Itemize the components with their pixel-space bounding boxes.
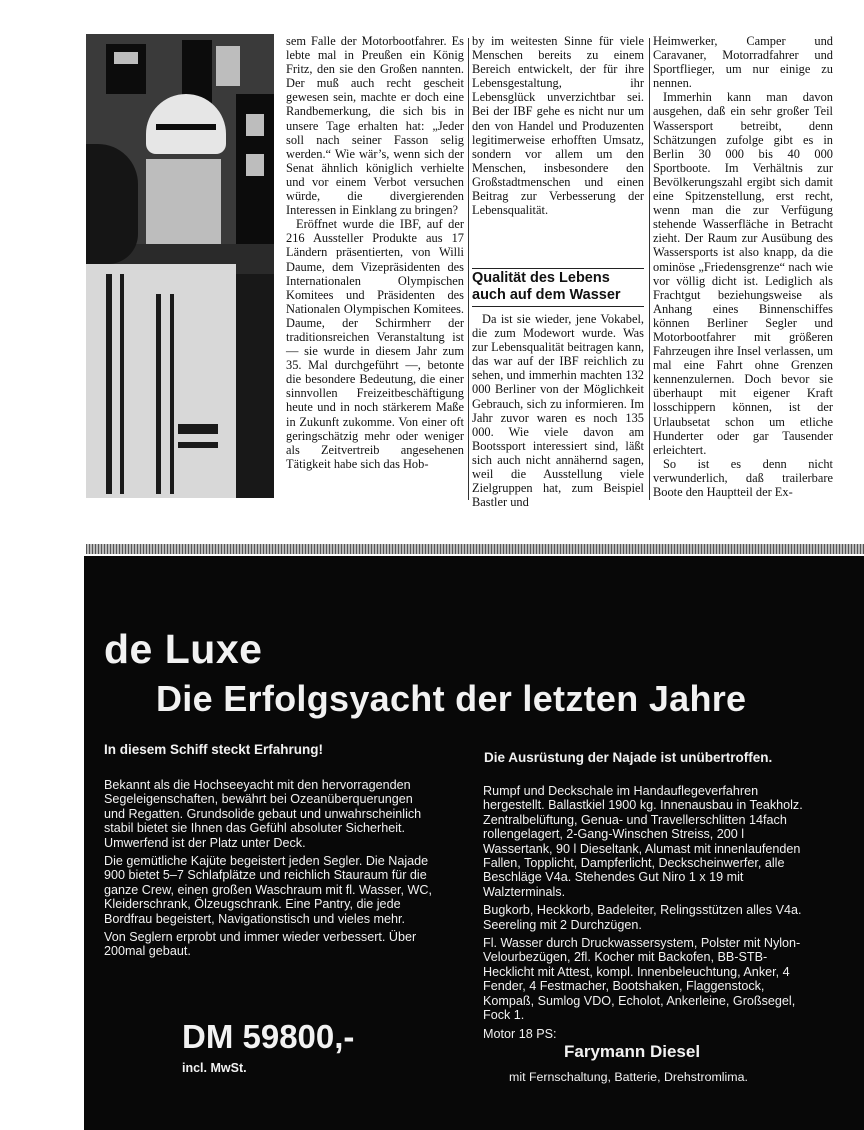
yacht-advertisement <box>84 556 864 1130</box>
article-paragraph: by im weitesten Sinne für viele Menschen bereits zu einem Bereich entwickelt, der für ihre Lebensgestaltung, ihr Lebensglück unverzichtbar sei. Bei der IBF gehe es nicht nur um den von Handel und Produzenten legitimerweise erhofften Umsatz, sondern vor allem um den Menschen, insbesondere den Großstadtmenschen und einen Beitrag zur Verbesserung der Lebensqualität. <box>472 34 644 218</box>
ad-paragraph: Fl. Wasser durch Druckwassersystem, Polster mit Nylon-Velourbezügen, 2fl. Kocher mit Backofen, BB-STB-Hecklicht mit Attest, kompl. Innenbeleuchtung, Anker, 4 Fender, 4 Festmacher, Bootshaken, Flaggenstock, Kompaß, Sumlog VDO, Echolot, Ankerleine, Großsegel, Fock 1. <box>483 936 801 1023</box>
ad-title: de Luxe <box>104 626 263 672</box>
ad-paragraph: Bugkorb, Heckkorb, Badeleiter, Relingsstützen alles V4a. Seereling mit 2 Durchzügen. <box>483 903 802 932</box>
article-paragraph: So ist es denn nicht verwunderlich, daß trailerbare Boote den Hauptteil der Ex- <box>653 456 833 499</box>
photo-jacket <box>86 264 236 498</box>
ad-engine: Farymann Diesel <box>564 1042 701 1061</box>
article-photo <box>86 34 274 498</box>
article-paragraph: Immerhin kann man davon ausgehen, daß ein sehr großer Teil Wassersport betreibt, denn Schätzungen zufolge gibt es in Berlin 30 000 bis 40 000 Sportboote. Im Verhältnis zur Bevölkerungszahl ergibt sich damit eine Spitzenstellung, erst recht, wenn man die zur Verfügung stehende Wasserfläche in Betracht zieht. Der Raum zur Ausübung des Wassersports ist also knapp, da die ominöse „Friedensgrenze“ nach wie vor völlig dicht ist. Lediglich als Frachtgut beziehungsweise als Anhang eines Binnenschiffes können Berliner Segler und Motorbootfahrer mit größeren Fahrzeugen ihre Insel verlassen, um mal eine Fahrt ohne Grenzen kennenzulernen. Doch bevor sie überhaupt mit eigener Kraft losschippern können, ist der Urlaubsetat schon um etliche Hunderter oder gar Tausender erleichtert. <box>653 90 833 457</box>
ad-paragraph: Bekannt als die Hochseeyacht mit den hervorragenden Segeleigenschaften, bewährt bei Ozeanüberquerungen und Regatten. Grundsolide gebaut und unwahrscheinlich stabil bietet sie Ihnen das Gefühl absoluter Sicherheit. Umwerfend ist der Platz unter Deck. <box>104 778 422 850</box>
article-paragraph: Eröffnet wurde die IBF, auf der 216 Aussteller Produkte aus 17 Ländern präsentierten, von Willi Daume, dem Vizepräsidenten des Internationalen Olympischen Komitees und Präsidenten des Nationalen Olympischen Komitees. Daume, der Schirmherr der traditionsreichen Veranstaltung ist — sie wurde in diesem Jahr zum 35. Mal durchgeführt —, betonte die besondere Bedeutung, die einer sinnvollen Freizeitbeschäftigung heute und in noch stärkerem Maße in Zukunft zukomme. Von einer oft geringschätzig mehr oder weniger als Zeitvertreib angesehenen Tätigkeit habe sich das Hob- <box>286 217 464 471</box>
article-column-3 <box>653 34 833 499</box>
ad-right-heading: Die Ausrüstung der Najade ist unübertroffen. <box>484 750 773 765</box>
article-column-1 <box>286 34 464 471</box>
article-column-2 <box>472 34 644 217</box>
article-paragraph: Heimwerker, Camper und Caravaner, Motorradfahrer und Sportflieger, um nur einige zu nennen. <box>653 34 833 91</box>
page-margin <box>0 556 84 1130</box>
column-rule <box>468 38 469 500</box>
article-paragraph: sem Falle der Motorbootfahrer. Es lebte mal in Preußen ein König Fritz, den sie den Großen nannten. Der muß auch recht gescheit gewesen sein, machte er doch eine Randbemerkung, die sich bis in unsere Tage erhalten hat: „Jeder soll nach seiner Fasson selig werden.“ Wie wär’s, wenn sich der Senat ähnlich königlich verhielte und vor einem Verbot versuchen würde, die divergierenden Interessen in Einklang zu bringen? <box>286 34 464 218</box>
column-rule <box>649 38 650 500</box>
ad-subtitle: Die Erfolgsyacht der letzten Jahre <box>156 678 747 719</box>
ad-price: DM 59800,- <box>182 1018 355 1055</box>
article-column-2-lower <box>472 312 644 509</box>
ad-left-text <box>104 778 436 963</box>
article-paragraph: Da ist sie wieder, jene Vokabel, die zum Modewort wurde. Was zur Lebensqualität beitragen kann, das war auf der IBF reichlich zu sehen, und immerhin machten 132 000 Berliner von der Möglichkeit Gebrauch, sich zu informieren. Im Jahr zuvor waren es noch 135 000. Wie viele davon am Bootssport interessiert sind, läßt sich auch nicht annähernd sagen, weil die Ausstellung viele Zielgruppen hat, zum Beispiel Bastler und <box>472 312 644 510</box>
page-separator <box>86 544 864 554</box>
photo-figure <box>86 144 138 264</box>
ad-paragraph: Rumpf und Deckschale im Handauflegeverfahren hergestellt. Ballastkiel 1900 kg. Innenausbau in Teakholz. Zentralbelüftung, Genua- und Travellerschlitten 14fach rollengelagert, 2-Gang-Winschen Streiss, 200 l Wassertank, 90 l Dieseltank, Alumast mit innenlaufenden Fallen, Topplicht, Dampferlicht, Deckscheinwerfer, alle Beschläge V4a. Stehendes Gut Niro 1 x 19 mit Walzterminals. <box>483 784 803 899</box>
ad-right-text <box>483 784 813 1045</box>
subheading-rule-bottom <box>472 306 644 307</box>
ad-left-heading: In diesem Schiff steckt Erfahrung! <box>104 742 324 757</box>
article-subheading: Qualität des Lebens auch auf dem Wasser <box>472 270 621 303</box>
ad-paragraph: Von Seglern erprobt und immer wieder verbessert. Über 200mal gebaut. <box>104 930 417 959</box>
ad-price-vat: incl. MwSt. <box>182 1061 247 1075</box>
ad-paragraph: Motor 18 PS: <box>483 1026 557 1041</box>
ad-paragraph: Die gemütliche Kajüte begeistert jeden Segler. Die Najade 900 bietet 5–7 Schlafplätze und reichlich Stauraum für die ganze Crew, einen großen Waschraum mit fl. Wasser, WC, Kleiderschrank, Ölzeugschrank. Eine Pantry, die jede Bordfrau begeistert, Navigationstisch und vieles mehr. <box>104 854 433 926</box>
ad-engine-details: mit Fernschaltung, Batterie, Drehstromlima. <box>509 1070 748 1084</box>
subheading-rule-top <box>472 268 644 269</box>
